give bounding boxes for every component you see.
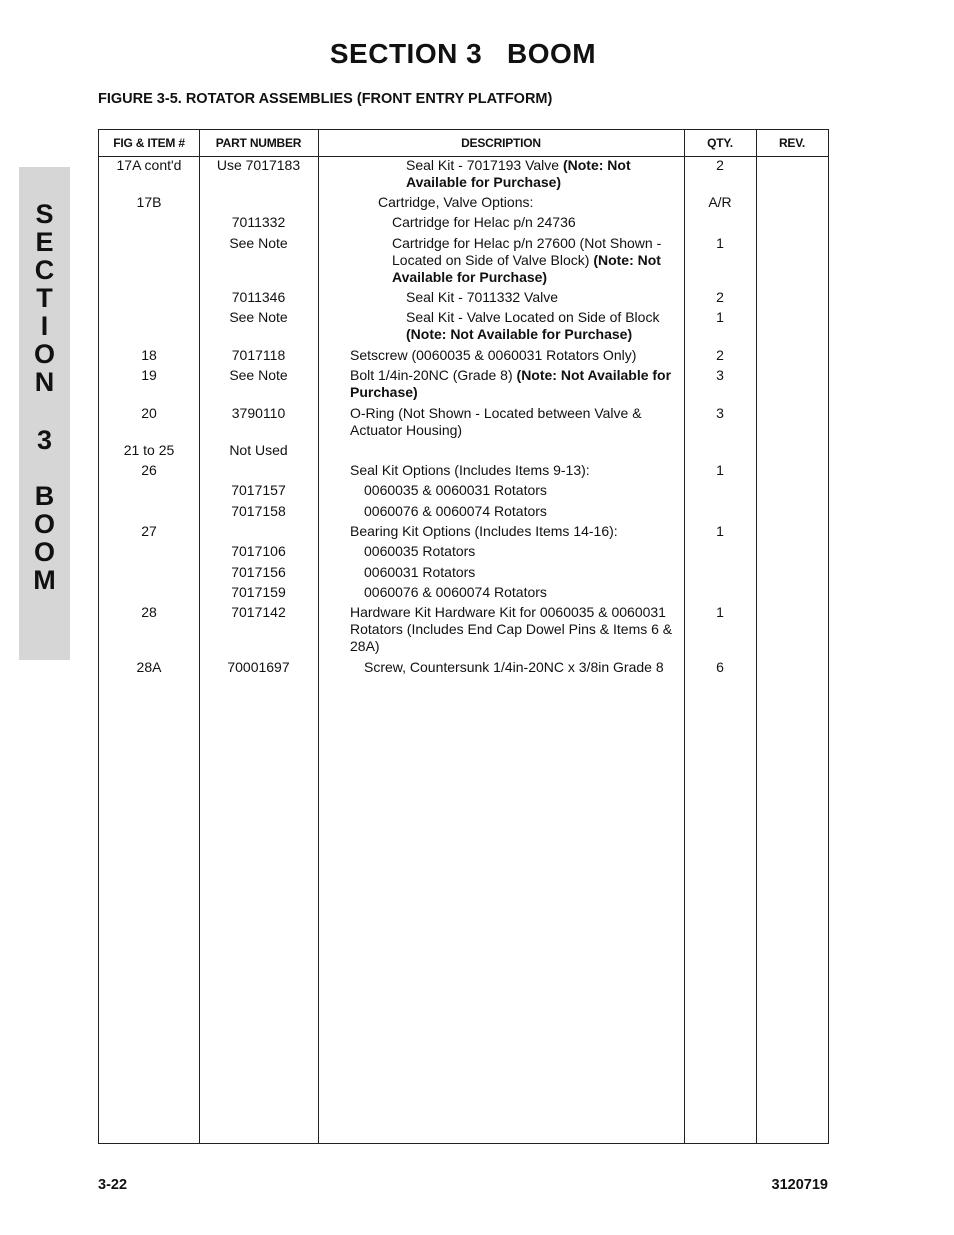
description-text: 0060031 Rotators: [364, 564, 476, 580]
side-tab-letter: 3: [36, 425, 53, 455]
availability-note: (Note: Not Available for Purchase): [392, 252, 661, 285]
part-number: See Note: [229, 235, 288, 251]
header-item: FIG & ITEM #: [113, 136, 185, 150]
side-tab-letter: O: [33, 339, 55, 369]
side-tab-letter: B: [34, 481, 55, 511]
description-text: Seal Kit - Valve Located on Side of Block: [406, 309, 660, 325]
item-number: 27: [141, 523, 157, 539]
side-tab-letter: C: [34, 255, 55, 285]
availability-note: (Note: Not Available for Purchase): [406, 157, 631, 190]
header-description: DESCRIPTION: [461, 136, 541, 150]
description-text: 0060035 & 0060031 Rotators: [364, 482, 547, 498]
description: [350, 347, 680, 364]
quantity: 2: [716, 289, 724, 305]
part-number: 7011332: [231, 214, 286, 230]
description: [406, 289, 680, 306]
side-tab-letter: I: [40, 311, 49, 341]
item-number: 28: [141, 604, 157, 620]
document-number: 3120719: [771, 1177, 828, 1193]
description-text: Bearing Kit Options (Includes Items 14-16):: [350, 523, 618, 539]
quantity: A/R: [708, 194, 732, 210]
description-text: 0060076 & 0060074 Rotators: [364, 503, 547, 519]
description-text: 0060076 & 0060074 Rotators: [364, 584, 547, 600]
item-number: 20: [141, 405, 157, 421]
part-number: Not Used: [229, 442, 288, 458]
item-number: 19: [141, 367, 157, 383]
side-tab-letter: E: [35, 227, 54, 257]
description: [364, 482, 680, 499]
side-tab-letter: T: [36, 283, 53, 313]
side-tab-letter: M: [33, 565, 56, 595]
side-tab-letter: O: [33, 537, 55, 567]
description-text: O-Ring (Not Shown - Located between Valve & Actuator Housing): [350, 405, 642, 438]
description: [350, 523, 680, 540]
part-number: 7017142: [231, 604, 286, 620]
column-divider: [684, 130, 685, 1143]
description: [364, 503, 680, 520]
description: [406, 309, 680, 343]
column-divider: [199, 130, 200, 1143]
part-number: See Note: [229, 309, 288, 325]
quantity: 1: [716, 309, 724, 325]
quantity: 3: [716, 405, 724, 421]
item-number: 28A: [136, 659, 162, 675]
description: [350, 604, 680, 655]
description: [364, 564, 680, 581]
page-title: SECTION 3 BOOM: [329, 38, 597, 69]
part-number: 3790110: [231, 405, 286, 421]
description: [378, 194, 680, 211]
quantity: 1: [716, 523, 724, 539]
item-number: 17B: [136, 194, 162, 210]
description: [364, 543, 680, 560]
description: [392, 214, 680, 231]
side-tab-letter: S: [35, 199, 54, 229]
part-number: 7017158: [231, 503, 286, 519]
part-number: 70001697: [227, 659, 290, 675]
part-number: 7011346: [231, 289, 286, 305]
description-text: Hardware Kit Hardware Kit for 0060035 & 0060031 Rotators (Includes End Cap Dowel Pins & Items 6 & 28A): [350, 604, 673, 654]
description-text: Setscrew (0060035 & 0060031 Rotators Only): [350, 347, 637, 363]
description-text: Screw, Countersunk 1/4in-20NC x 3/8in Grade 8: [364, 659, 664, 675]
section-side-tab: [19, 167, 70, 660]
availability-note: (Note: Not Available for Purchase): [406, 326, 633, 342]
description-text: Bolt 1/4in-20NC (Grade 8): [350, 367, 517, 383]
description-text: Seal Kit - 7017193 Valve: [406, 157, 563, 173]
header-rev: REV.: [778, 136, 806, 150]
description: [392, 235, 680, 286]
side-tab-letter: O: [33, 509, 55, 539]
quantity: 2: [716, 157, 724, 173]
part-number: 7017118: [231, 347, 286, 363]
item-number: 17A cont'd: [116, 157, 182, 173]
part-number: 7017159: [231, 584, 286, 600]
description-text: Cartridge for Helac p/n 24736: [392, 214, 576, 230]
description: [350, 462, 680, 479]
part-number: 7017106: [231, 543, 286, 559]
figure-title: FIGURE 3-5. ROTATOR ASSEMBLIES (FRONT ENTRY PLATFORM): [98, 91, 553, 107]
part-number: See Note: [229, 367, 288, 383]
quantity: 6: [716, 659, 724, 675]
description-text: 0060035 Rotators: [364, 543, 476, 559]
description-text: Cartridge, Valve Options:: [378, 194, 534, 210]
description: [364, 659, 680, 676]
description-text: Seal Kit - 7011332 Valve: [406, 289, 559, 305]
quantity: 1: [716, 462, 724, 478]
description: [364, 584, 680, 601]
header-qty: QTY.: [707, 136, 733, 150]
part-number: 7017156: [231, 564, 286, 580]
item-number: 26: [141, 462, 157, 478]
header-part-number: PART NUMBER: [215, 136, 302, 150]
quantity: 1: [716, 235, 724, 251]
description-text: Seal Kit Options (Includes Items 9-13):: [350, 462, 590, 478]
item-number: 21 to 25: [123, 442, 175, 458]
availability-note: (Note: Not Available for Purchase): [350, 367, 672, 400]
column-divider: [318, 130, 319, 1143]
item-number: 18: [141, 347, 157, 363]
part-number: Use 7017183: [216, 157, 301, 173]
side-tab-letter: N: [34, 367, 55, 397]
quantity: 1: [716, 604, 724, 620]
part-number: 7017157: [231, 482, 286, 498]
quantity: 3: [716, 367, 724, 383]
column-divider: [756, 130, 757, 1143]
description: [350, 405, 680, 439]
description-text: Cartridge for Helac p/n 27600 (Not Shown - Located on Side of Valve Block): [392, 235, 662, 268]
description: [406, 157, 680, 191]
description: [350, 367, 680, 401]
page-number: 3-22: [98, 1177, 128, 1193]
quantity: 2: [716, 347, 724, 363]
